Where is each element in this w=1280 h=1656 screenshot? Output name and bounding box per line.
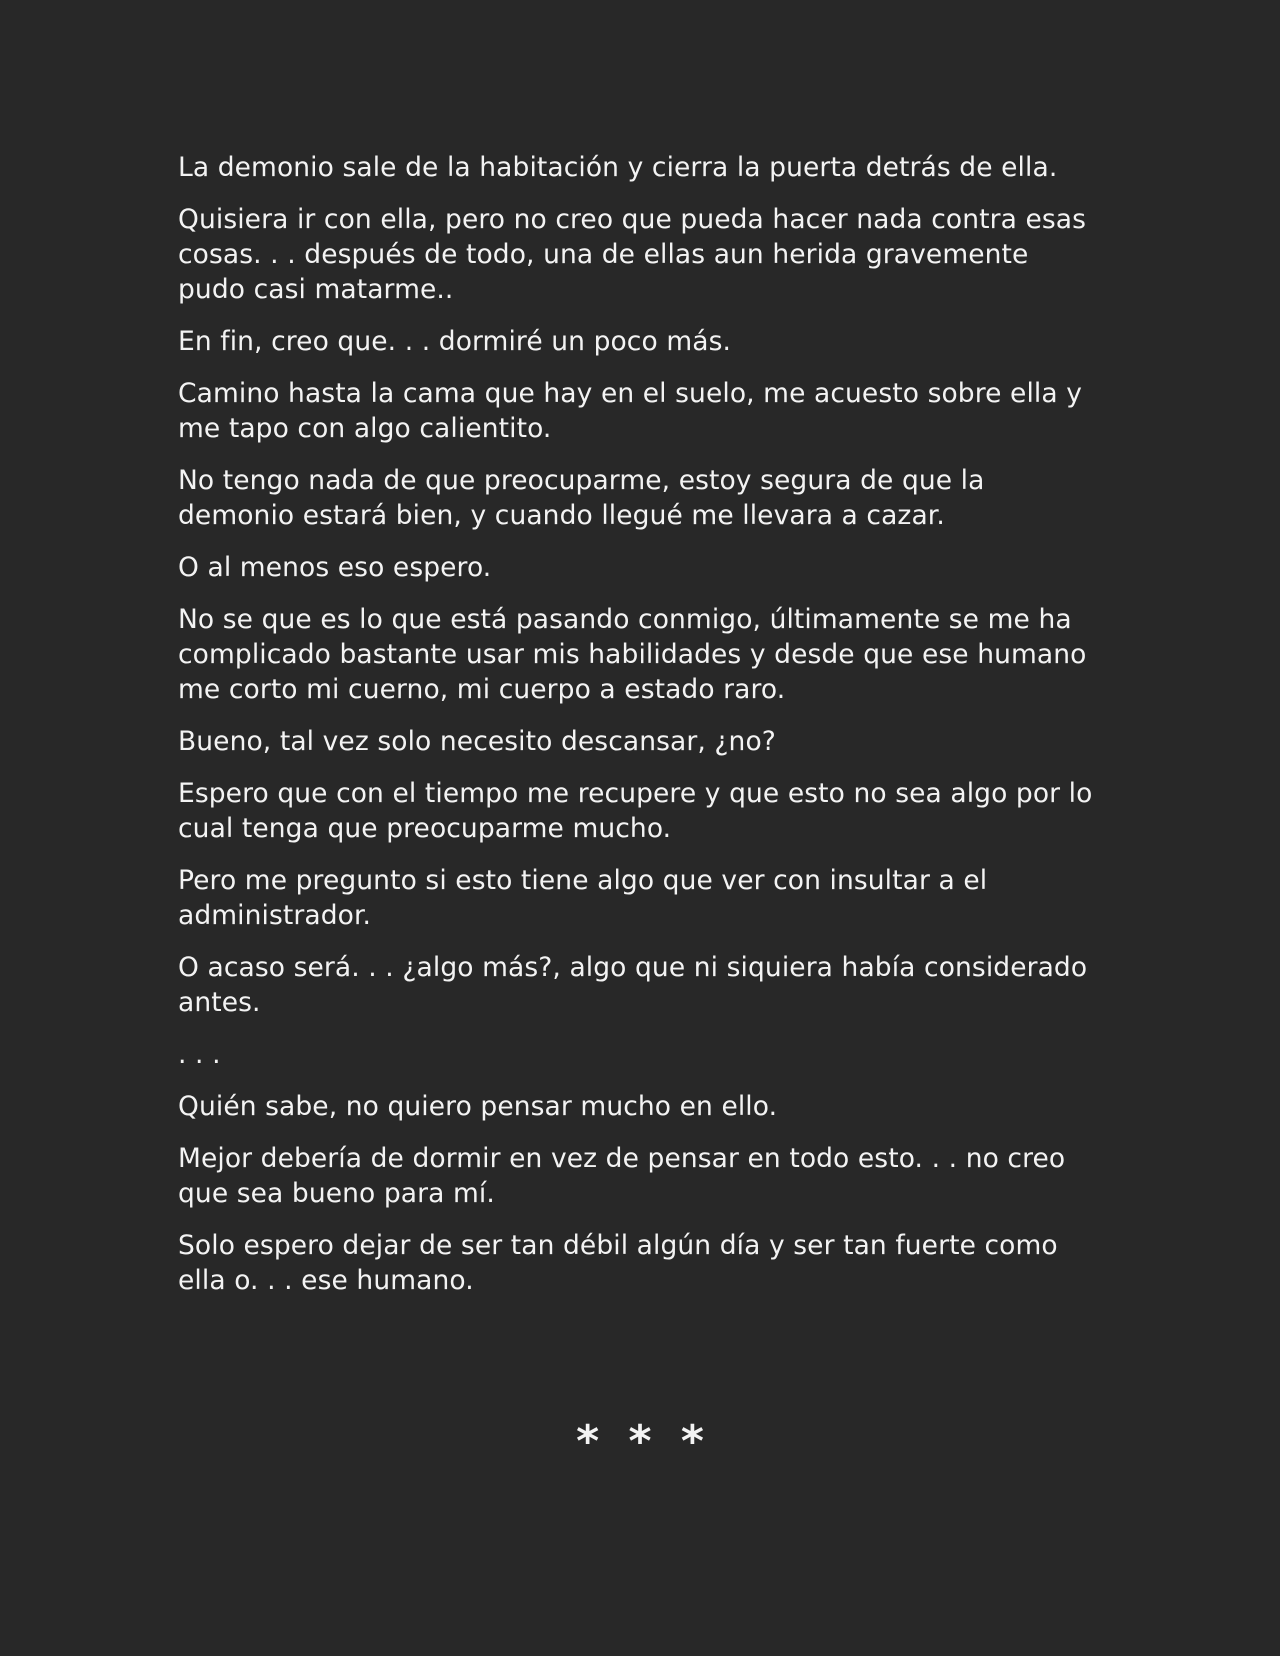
paragraph: La demonio sale de la habitación y cierra la puerta detrás de ella. [178,152,1058,183]
paragraph: Quién sabe, no quiero pensar mucho en ello. [178,1091,778,1122]
paragraph: Espero que con el tiempo me recupere y que esto no sea algo por lo cual tenga que preocuparme mucho. [178,778,1093,844]
scene-break-separator: * * * [576,1416,704,1467]
paragraph: En fin, creo que. . . dormiré un poco más. [178,326,732,357]
paragraph: Pero me pregunto si esto tiene algo que ver con insultar a el administrador. [178,865,988,931]
paragraph: No tengo nada de que preocuparme, estoy segura de que la demonio estará bien, y cuando llegué me llevara a cazar. [178,465,985,531]
paragraph: Mejor debería de dormir en vez de pensar en todo esto. . . no creo que sea bueno para mí. [178,1143,1066,1209]
paragraph: Camino hasta la cama que hay en el suelo, me acuesto sobre ella y me tapo con algo calientito. [178,378,1083,444]
paragraph: . . . [178,1039,221,1070]
paragraph: No se que es lo que está pasando conmigo, últimamente se me ha complicado bastante usar mis habilidades y desde que ese humano me corto mi cuerno, mi cuerpo a estado raro. [178,604,1087,705]
paragraph: Quisiera ir con ella, pero no creo que pueda hacer nada contra esas cosas. . . después de todo, una de ellas aun herida gravemente pudo casi matarme.. [178,204,1087,305]
paragraph: Bueno, tal vez solo necesito descansar, ¿no? [178,726,776,757]
story-text [178,150,1102,1298]
paragraph: O acaso será. . . ¿algo más?, algo que ni siquiera había considerado antes. [178,952,1088,1018]
paragraph: O al menos eso espero. [178,552,492,583]
paragraph: Solo espero dejar de ser tan débil algún día y ser tan fuerte como ella o. . . ese humano. [178,1230,1058,1296]
